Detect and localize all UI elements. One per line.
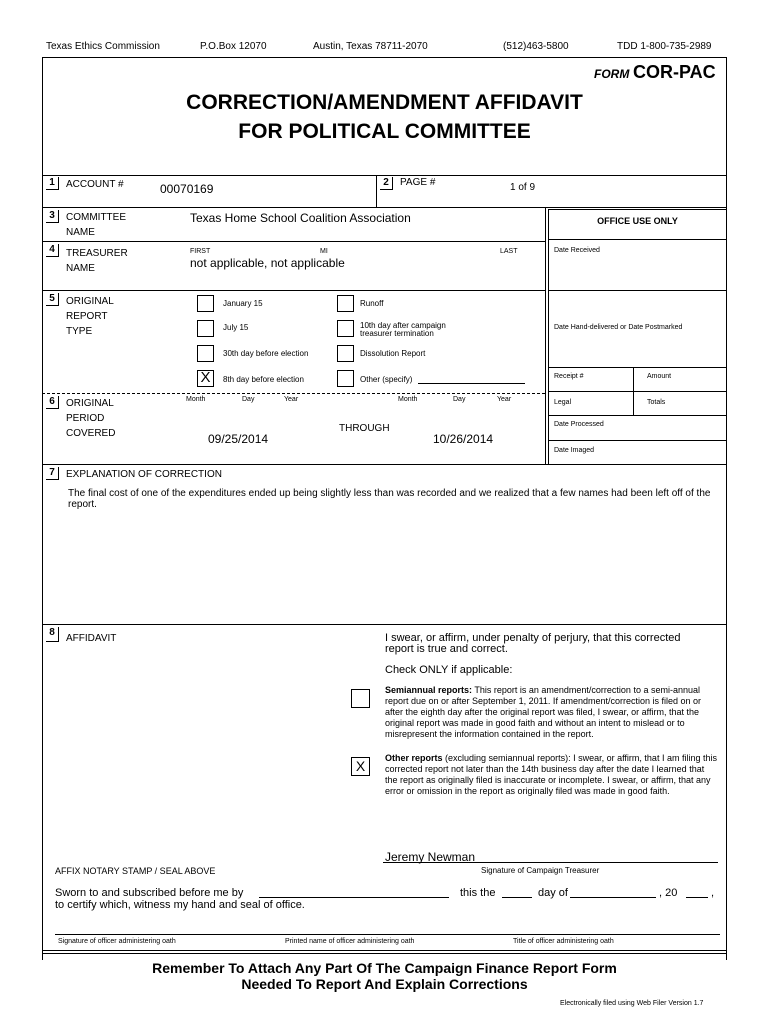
account-label: ACCOUNT # (66, 179, 124, 190)
check-only-label: Check ONLY if applicable: (385, 664, 513, 676)
period-from-date: 09/25/2014 (208, 432, 269, 446)
day-of-label: day of (538, 887, 568, 899)
committee-name-value: Texas Home School Coalition Association (190, 211, 411, 225)
section-number: 3 (46, 210, 59, 223)
option-dissolution: Dissolution Report (360, 349, 426, 358)
office-top-border (548, 209, 727, 210)
to-year-label: Year (497, 396, 512, 403)
date-hand-label: Date Hand-delivered or Date Postmarked (554, 324, 683, 331)
rule-row3-top (42, 207, 727, 208)
receipt-label: Receipt # (554, 373, 584, 380)
option-runoff: Runoff (360, 299, 384, 308)
office-rule (548, 440, 727, 441)
phone: (512)463-5800 (503, 41, 569, 52)
officer-signature-line (55, 934, 720, 935)
section-number: 7 (46, 467, 59, 480)
sworn-name-line (259, 897, 449, 898)
section-number: 6 (46, 396, 59, 409)
semiannual-statement (385, 685, 717, 740)
checkbox-runoff[interactable] (337, 295, 354, 312)
office-rule (548, 415, 727, 416)
section-number: 5 (46, 293, 59, 306)
year-comma: , (711, 887, 715, 899)
semiannual-text: This report is an amendment/correction to a semi-annual report due on or after September 1, 2011. If amendment/correction is filed on or after the eighth day after the original report was filed, I swear, or affirm, that the original report was made in good faith and without an intent to mislead or to misrepresent the information contained in the report. (385, 685, 702, 739)
treasurer-label-1: TREASURER (66, 248, 128, 259)
checkbox-dissolution[interactable] (337, 345, 354, 362)
other-reports-text: (excluding semiannual reports): I swear, or affirm, that I am filing this corrected report not later than the 14th business day after the date I learned that the report as originally filed is inaccurate or incomplete. I swear, or affirm, that any error or omission in the report as originally filed was made in good faith. (385, 753, 717, 796)
report-type-label-3: TYPE (66, 326, 93, 337)
option-other: Other (specify) (360, 375, 413, 384)
period-label-2: PERIOD (66, 413, 105, 424)
explanation-text: The final cost of one of the expenditures ended up being slightly less than was recorded and we realized that a few names had been left off of the report. (68, 488, 711, 510)
frame-right (726, 57, 727, 960)
rule-row6-top (42, 393, 545, 394)
section-number: 2 (380, 177, 393, 190)
from-month-label: Month (186, 396, 206, 403)
checkbox-other-reports[interactable]: X (351, 757, 370, 776)
period-label-3: COVERED (66, 428, 116, 439)
report-type-label-1: ORIGINAL (66, 296, 114, 307)
title-line1: CORRECTION/AMENDMENT AFFIDAVIT (186, 91, 583, 114)
office-title: OFFICE USE ONLY (597, 216, 678, 226)
footer-rule-1 (42, 950, 727, 951)
reminder-line1: Remember To Attach Any Part Of The Campaign Finance Report Form (152, 960, 617, 976)
frame-left (42, 57, 43, 960)
signer-name: Jeremy Newman (385, 850, 476, 864)
date-processed-label: Date Processed (554, 421, 604, 428)
rule-row4-top (42, 241, 545, 242)
from-day-label: Day (242, 396, 255, 403)
option-july: July 15 (223, 323, 249, 332)
office-left-border-inner (548, 209, 549, 464)
rule-row5-top (42, 290, 545, 291)
checkbox-january[interactable] (197, 295, 214, 312)
first-label: FIRST (190, 248, 211, 255)
day-line (502, 897, 532, 898)
last-label: LAST (500, 248, 518, 255)
officer-printed-label: Printed name of officer administering oath (285, 938, 415, 945)
month-line (570, 897, 656, 898)
section-number: 8 (46, 627, 59, 642)
rule-row8-top (42, 624, 727, 625)
form-code: COR-PAC (633, 62, 716, 82)
affidavit-label: AFFIDAVIT (66, 633, 117, 644)
po-box: P.O.Box 12070 (200, 41, 267, 52)
officer-signature-label: Signature of officer administering oath (58, 938, 176, 945)
report-type-label-2: REPORT (66, 311, 108, 322)
this-the-label: this the (460, 887, 496, 899)
amount-label: Amount (647, 373, 672, 380)
checkbox-tenth-day[interactable] (337, 320, 354, 337)
checkbox-other[interactable] (337, 370, 354, 387)
sworn-line2: to certify which, witness my hand and seal of office. (55, 899, 305, 911)
option-january: January 15 (223, 299, 263, 308)
treasurer-label-2: NAME (66, 263, 95, 274)
page-label: PAGE # (400, 177, 436, 188)
city-address: Austin, Texas 78711-2070 (313, 41, 428, 52)
section-number: 4 (46, 244, 59, 257)
other-reports-title: Other reports (385, 753, 443, 763)
footer-rule-2 (42, 953, 727, 954)
option-tenth-line1: 10th day after campaign (360, 321, 446, 330)
period-label-1: ORIGINAL (66, 398, 114, 409)
legal-label: Legal (554, 399, 572, 406)
office-rule (548, 239, 727, 240)
section-number: 1 (46, 177, 59, 190)
date-received-label: Date Received (554, 247, 600, 254)
through-label: THROUGH (339, 423, 390, 434)
filed-note: Electronically filed using Web Filer Version 1.7 (560, 1000, 704, 1007)
period-to-date: 10/26/2014 (433, 432, 494, 446)
year-line (686, 897, 708, 898)
account-value: 00070169 (160, 182, 214, 196)
committee-label-1: COMMITTEE (66, 212, 126, 223)
officer-title-label: Title of officer administering oath (513, 938, 614, 945)
swear-statement: I swear, or affirm, under penalty of perjury, that this corrected report is true and correct. (385, 632, 681, 655)
mi-label: MI (320, 248, 328, 255)
option-tenth-line2: treasurer termination (360, 329, 434, 338)
option-8th-day: 8th day before election (223, 375, 304, 384)
rule-row7-top (42, 464, 727, 465)
notary-label: AFFIX NOTARY STAMP / SEAL ABOVE (55, 866, 216, 876)
office-rule (548, 290, 727, 291)
office-rule (548, 367, 727, 368)
frame-top (42, 57, 727, 58)
office-left-border (545, 207, 546, 464)
committee-label-2: NAME (66, 227, 95, 238)
option-30th-day: 30th day before election (223, 349, 309, 358)
signature-label: Signature of Campaign Treasurer (481, 866, 600, 875)
semiannual-title: Semiannual reports: (385, 685, 473, 695)
from-year-label: Year (284, 396, 299, 403)
totals-label: Totals (647, 399, 666, 406)
checkbox-semiannual[interactable] (351, 689, 370, 708)
form-label: FORM (594, 67, 630, 81)
other-reports-statement (385, 753, 717, 797)
checkbox-8th-day[interactable]: X (197, 370, 214, 387)
checkbox-30th-day[interactable] (197, 345, 214, 362)
office-rule (548, 391, 727, 392)
to-day-label: Day (453, 396, 466, 403)
page-value: 1 of 9 (510, 182, 536, 193)
org-name: Texas Ethics Commission (46, 41, 160, 52)
explanation-label: EXPLANATION OF CORRECTION (66, 469, 222, 480)
tdd-phone: TDD 1-800-735-2989 (617, 41, 712, 52)
other-specify-line (418, 383, 525, 384)
date-imaged-label: Date Imaged (554, 447, 595, 454)
sworn-line1: Sworn to and subscribed before me by (55, 887, 244, 899)
year-prefix: , 20 (659, 887, 678, 899)
title-line2: FOR POLITICAL COMMITTEE (238, 120, 531, 143)
rule-row1-split (376, 175, 377, 207)
treasurer-name-value: not applicable, not applicable (190, 256, 345, 270)
reminder-line2: Needed To Report And Explain Corrections (241, 976, 528, 992)
checkbox-july[interactable] (197, 320, 214, 337)
rule-row1-top (42, 175, 727, 176)
signature-line (383, 862, 718, 863)
to-month-label: Month (398, 396, 418, 403)
